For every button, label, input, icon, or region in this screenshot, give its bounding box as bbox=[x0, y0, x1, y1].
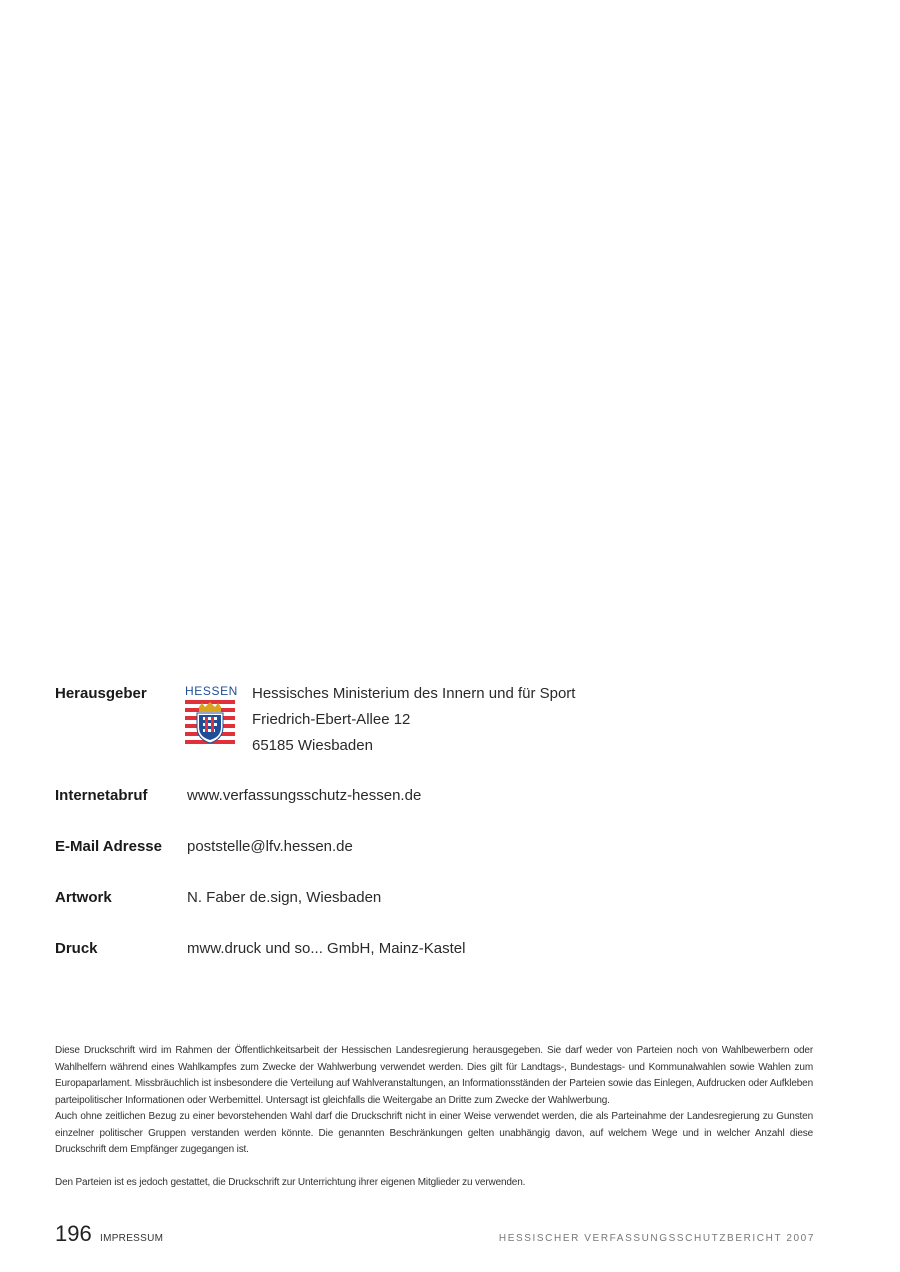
page-footer bbox=[55, 1222, 815, 1246]
hessen-logo bbox=[185, 685, 237, 750]
running-title: HESSISCHER VERFASSUNGSSCHUTZBERICHT 2007 bbox=[498, 1233, 815, 1244]
publisher-address bbox=[252, 681, 575, 759]
publisher-street: Friedrich-Ebert-Allee 12 bbox=[252, 711, 411, 728]
legal-paragraph-3: Den Parteien ist es jedoch gestattet, die Druckschrift zur Unterrichtung ihrer eigenen Mitglieder zu verwenden. bbox=[55, 1176, 526, 1188]
internet-label: Internetabruf bbox=[55, 787, 148, 804]
artwork-label: Artwork bbox=[55, 889, 112, 906]
print-value: mww.druck und so... GmbH, Mainz-Kastel bbox=[187, 940, 466, 957]
publisher-label: Herausgeber bbox=[55, 685, 147, 702]
publisher-name: Hessisches Ministerium des Innern und für Sport bbox=[252, 685, 576, 702]
hessen-coat-of-arms-icon bbox=[185, 700, 235, 750]
email-link[interactable]: poststelle@lfv.hessen.de bbox=[187, 838, 353, 855]
section-name: IMPRESSUM bbox=[100, 1233, 164, 1244]
legal-notice bbox=[55, 1043, 813, 1191]
legal-paragraph-2: Auch ohne zeitlichen Bezug zu einer bevorstehenden Wahl darf die Druckschrift nicht in einer Weise verwendet werden, die als Parteinahme der Landesregierung zu Gunsten einzelner politischer Gruppen verstanden werden könnte. Die genannten Beschränkungen gelten unabhängig davon, auf welchem Wege und in welcher Anzahl diese Druckschrift dem Empfänger zugegangen ist. bbox=[55, 1111, 813, 1155]
hessen-logo-text: HESSEN bbox=[185, 684, 238, 698]
artwork-value: N. Faber de.sign, Wiesbaden bbox=[187, 889, 382, 906]
email-label: E-Mail Adresse bbox=[55, 838, 162, 855]
publisher-city: 65185 Wiesbaden bbox=[252, 737, 373, 754]
print-label: Druck bbox=[55, 940, 98, 957]
legal-paragraph-1: Diese Druckschrift wird im Rahmen der Öffentlichkeitsarbeit der Hessischen Landesregierung herausgegeben. Sie darf weder von Parteien noch von Wahlbewerbern oder Wahlhelfern während eines Wahlkampfes zum Zwecke der Wahlwerbung verwendet werden. Dies gilt für Landtags-, Bundestags- und Kommunalwahlen sowie Wahlen zum Europaparlament. Missbräuchlich ist insbesondere die Verteilung auf Wahlveranstaltungen, an Informationsständen der Parteien sowie das Einlegen, Aufdrucken oder Aufkleben parteipolitischer Informationen oder Werbemittel. Untersagt ist gleichfalls die Weitergabe an Dritte zum Zwecke der Wahlwerbung. bbox=[55, 1045, 813, 1106]
page-number: 196 bbox=[55, 1221, 92, 1246]
internet-link[interactable]: www.verfassungsschutz-hessen.de bbox=[187, 787, 422, 804]
